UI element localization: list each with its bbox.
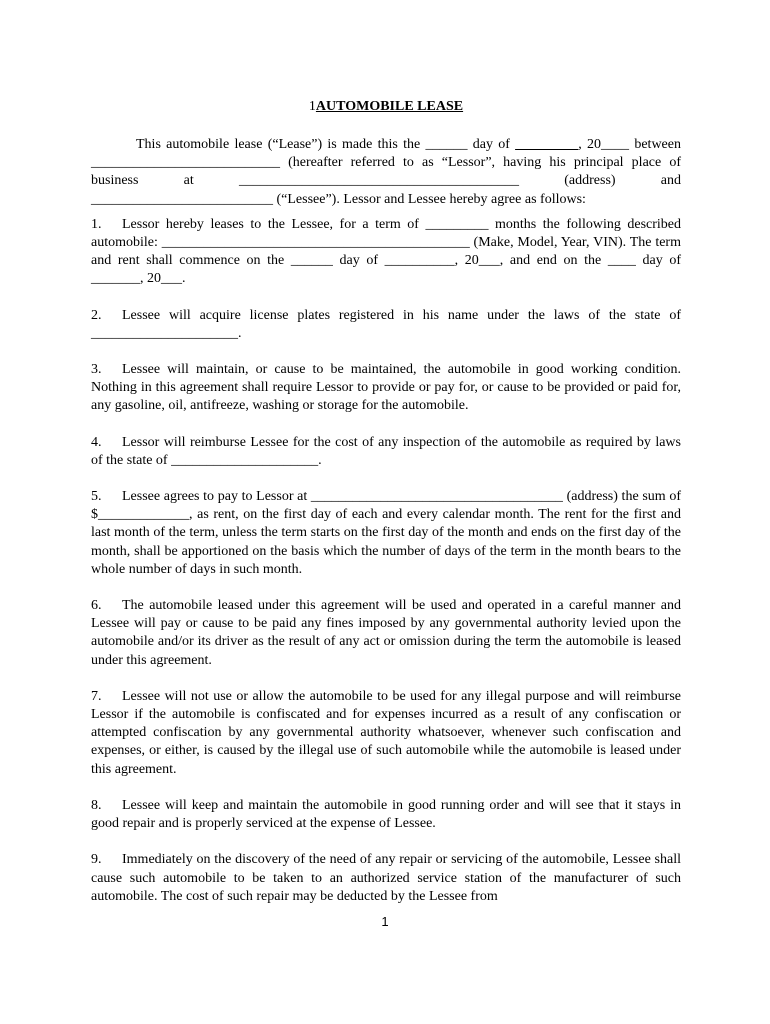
clause-text: Lessee will not use or allow the automobile to be used for any illegal purpose and will reimburse Lessor if the automobile is confiscated and for expenses incurred as a result of any confiscation or attempted confiscation by any governmental authority whatsoever, whenever such confiscation and expenses, or either, is caused by the illegal use of such automobile while the automobile is leased under this agreement. <box>91 688 681 777</box>
document-title <box>91 98 681 116</box>
intro-paragraph <box>91 136 681 209</box>
clause-text: Lessee will acquire license plates registered in his name under the laws of the state of _____________________. <box>91 307 681 341</box>
clause-text: Lessee will maintain, or cause to be maintained, the automobile in good working condition. Nothing in this agreement shall require Lessor to provide or pay for, or cause to be provided or paid for, any gasoline, oil, antifreeze, washing or storage for the automobile. <box>91 362 681 414</box>
clause-5 <box>91 488 681 579</box>
clause-number: 4. <box>91 434 102 450</box>
clause-number: 7. <box>91 688 102 704</box>
clause-text: Immediately on the discovery of the need of any repair or servicing of the automobile, Lessee shall cause such automobile to be taken to an authorized service station of the manufacturer of such automobile. The cost of such repair may be deducted by the Lessee from <box>91 852 681 904</box>
clause-number: 3. <box>91 362 102 378</box>
clause-number: 6. <box>91 598 102 614</box>
clause-7 <box>91 688 681 779</box>
clause-text: Lessor will reimburse Lessee for the cost of any inspection of the automobile as required by laws of the state of _____________________. <box>91 434 681 468</box>
clause-1 <box>91 216 681 289</box>
intro-month-blank: _________ <box>515 137 579 152</box>
clause-2 <box>91 307 681 343</box>
intro-part-1: This automobile lease (“Lease”) is made this the ______ day of <box>136 137 516 152</box>
clause-6 <box>91 597 681 670</box>
clause-text: The automobile leased under this agreement will be used and operated in a careful manner and Lessee will pay or cause to be paid any fines imposed by any governmental authority levied upon the automobile and/or its driver as the result of any act or omission during the term the automobile is leased under this agreement. <box>91 598 681 668</box>
clause-number: 8. <box>91 797 102 813</box>
clause-9 <box>91 851 681 906</box>
clause-number: 5. <box>91 489 102 505</box>
clause-8 <box>91 797 681 833</box>
title-text: AUTOMOBILE LEASE <box>315 99 464 114</box>
clause-text: Lessee agrees to pay to Lessor at ____________________________________ (address) the sum of $_____________, as rent, on the first day of each and every calendar month. The rent for the first and last month of the term, unless the term starts on the first day of the month and ends on the first day of the month, shall be apportioned on the basis which the number of days of the term in the month bears to the whole number of days in such month. <box>91 489 681 577</box>
title-mark: 1 <box>308 99 316 114</box>
clause-4 <box>91 434 681 470</box>
clause-3 <box>91 361 681 416</box>
clause-text: Lessee will keep and maintain the automobile in good running order and will see that it stays in good repair and is properly serviced at the expense of Lessee. <box>91 797 681 832</box>
clause-number: 1. <box>91 216 102 232</box>
page-number: 1 <box>381 914 389 929</box>
clause-text: Lessor hereby leases to the Lessee, for a term of _________ months the following described automobile: ____________________________________________ (Make, Model, Year, VIN). The term and rent shall commence on the ______ day of __________, 20___, and end on the ____ day of _______, 20___. <box>91 216 681 287</box>
clause-number: 2. <box>91 307 102 323</box>
intro-part-2: , 20____ between ___________________________ (hereafter referred to as “Lessor”, having his principal place of business at ________________________________________ (address) and __________________________ (“Lessee”). Lessor and Lessee hereby agree as follows: <box>91 137 681 207</box>
document-body <box>91 98 681 924</box>
clause-number: 9. <box>91 852 102 868</box>
